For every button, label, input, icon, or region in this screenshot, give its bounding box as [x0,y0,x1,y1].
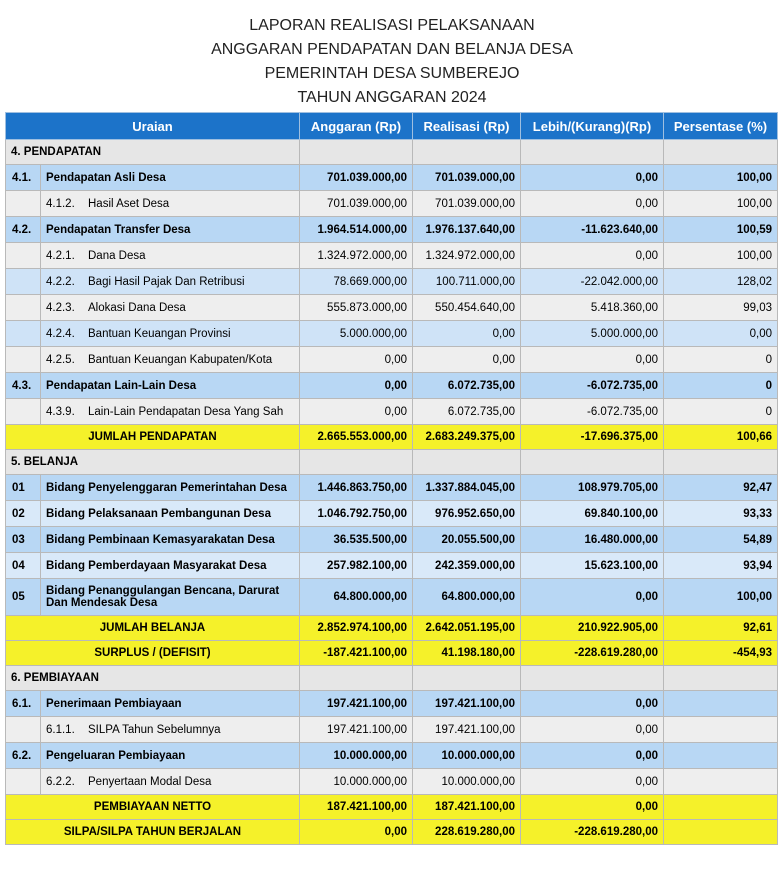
col-header-persen: Persentase (%) [664,113,778,140]
table-row: 4.2.2. Bagi Hasil Pajak Dan Retribusi 78.669.000,00 100.711.000,00 -22.042.000,00 128,02 [6,269,778,295]
section-row-belanja [6,450,778,475]
col-header-lebih: Lebih/(Kurang)(Rp) [521,113,664,140]
section-row-pendapatan [6,140,778,165]
col-header-uraian: Uraian [6,113,300,140]
table-row: 02 Bidang Pelaksanaan Pembangunan Desa 1.046.792.750,00 976.952.650,00 69.840.100,00 93,33 [6,501,778,527]
table-row: 6.2.2. Penyertaan Modal Desa 10.000.000,00 10.000.000,00 0,00 [6,769,778,795]
table-row: 4.2.4. Bantuan Keuangan Provinsi 5.000.000,00 0,00 5.000.000,00 0,00 [6,321,778,347]
total-row-pembiayaan-netto: PEMBIAYAAN NETTO 187.421.100,00 187.421.100,00 0,00 [6,795,778,820]
table-row: 4.2.3. Alokasi Dana Desa 555.873.000,00 550.454.640,00 5.418.360,00 99,03 [6,295,778,321]
section-label: 5. BELANJA [6,450,300,475]
table-row: 6.2. Pengeluaran Pembiayaan 10.000.000,00 10.000.000,00 0,00 [6,743,778,769]
table-row: 4.3.9. Lain-Lain Pendapatan Desa Yang Sah 0,00 6.072.735,00 -6.072.735,00 0 [6,399,778,425]
col-header-realisasi: Realisasi (Rp) [413,113,521,140]
table-row: 4.2.5. Bantuan Keuangan Kabupaten/Kota 0,00 0,00 0,00 0 [6,347,778,373]
table-row: 04 Bidang Pemberdayaan Masyarakat Desa 257.982.100,00 242.359.000,00 15.623.100,00 93,94 [6,553,778,579]
section-row-pembiayaan [6,666,778,691]
total-row-pendapatan: JUMLAH PENDAPATAN 2.665.553.000,00 2.683.249.375,00 -17.696.375,00 100,66 [6,425,778,450]
table-row: 01 Bidang Penyelenggaran Pemerintahan Desa 1.446.863.750,00 1.337.884.045,00 108.979.705,00 92,47 [6,475,778,501]
realisasi-table [5,112,778,845]
title-line-3: PEMERINTAH DESA SUMBEREJO [264,65,520,82]
table-row: 05 Bidang Penanggulangan Bencana, Darurat Dan Mendesak Desa 64.800.000,00 64.800.000,00 0,00 100,00 [6,579,778,616]
report-title [0,0,784,112]
table-row: 03 Bidang Pembinaan Kemasyarakatan Desa 36.535.500,00 20.055.500,00 16.480.000,00 54,89 [6,527,778,553]
total-row-silpa: SILPA/SILPA TAHUN BERJALAN 0,00 228.619.280,00 -228.619.280,00 [6,820,778,845]
section-label: 4. PENDAPATAN [6,140,300,165]
title-line-4: TAHUN ANGGARAN 2024 [297,89,487,106]
table-row: 4.3. Pendapatan Lain-Lain Desa 0,00 6.072.735,00 -6.072.735,00 0 [6,373,778,399]
table-row: 6.1.1. SILPA Tahun Sebelumnya 197.421.100,00 197.421.100,00 0,00 [6,717,778,743]
title-line-1: LAPORAN REALISASI PELAKSANAAN [249,17,535,34]
table-row: 6.1. Penerimaan Pembiayaan 197.421.100,00 197.421.100,00 0,00 [6,691,778,717]
table-header-row [6,113,778,140]
title-line-2: ANGGARAN PENDAPATAN DAN BELANJA DESA [211,41,573,58]
section-label: 6. PEMBIAYAAN [6,666,300,691]
total-row-belanja: JUMLAH BELANJA 2.852.974.100,00 2.642.051.195,00 210.922.905,00 92,61 [6,616,778,641]
table-row: 4.1.2. Hasil Aset Desa 701.039.000,00 701.039.000,00 0,00 100,00 [6,191,778,217]
col-header-anggaran: Anggaran (Rp) [300,113,413,140]
table-row: 4.2. Pendapatan Transfer Desa 1.964.514.000,00 1.976.137.640,00 -11.623.640,00 100,59 [6,217,778,243]
surplus-row: SURPLUS / (DEFISIT) -187.421.100,00 41.198.180,00 -228.619.280,00 -454,93 [6,641,778,666]
table-row: 4.1. Pendapatan Asli Desa 701.039.000,00 701.039.000,00 0,00 100,00 [6,165,778,191]
table-row: 4.2.1. Dana Desa 1.324.972.000,00 1.324.972.000,00 0,00 100,00 [6,243,778,269]
